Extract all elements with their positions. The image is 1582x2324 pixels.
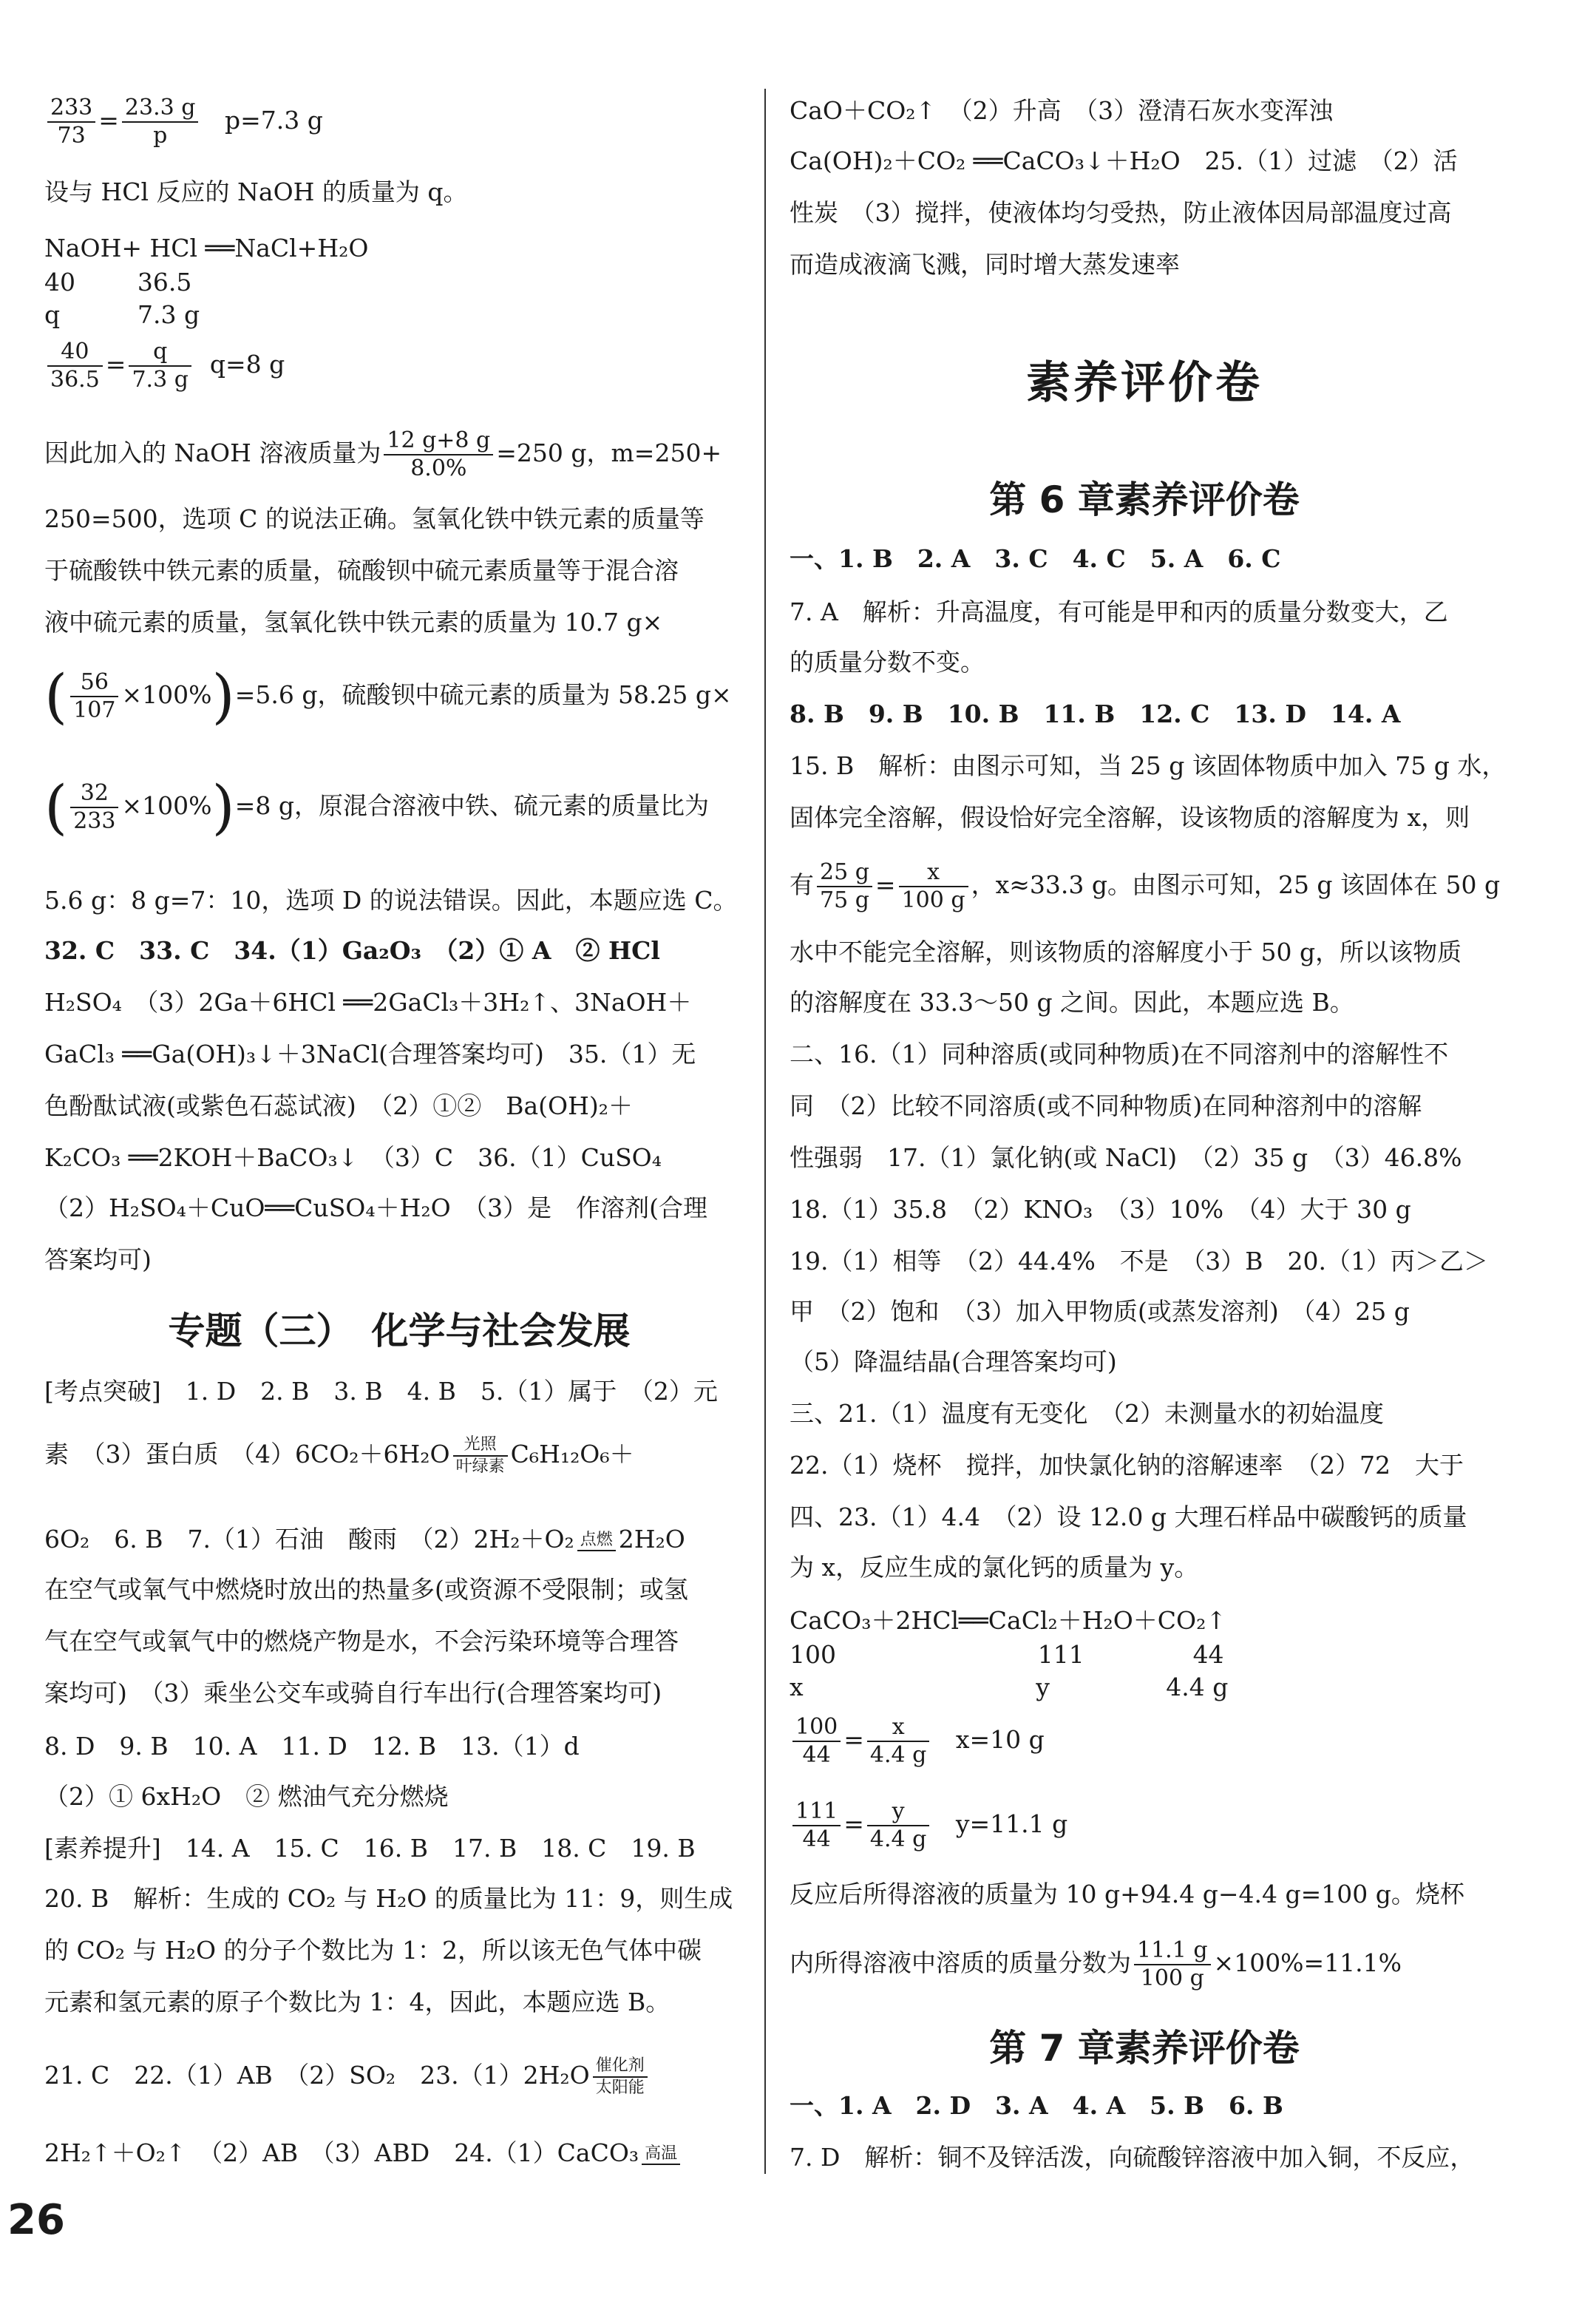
frac-num: 100 xyxy=(792,1714,841,1742)
answer-line: Ca(OH)₂＋CO₂ ══CaCO₃↓＋H₂O 25.（1）过滤 （2）活 xyxy=(790,146,1458,175)
text-line: 在空气或氧气中燃烧时放出的热量多(或资源不受限制；或氢 xyxy=(44,1575,688,1604)
answer-line: 8. B 9. B 10. B 11. B 12. C 13. D 14. A xyxy=(790,699,1401,728)
text: ×100% xyxy=(121,680,212,709)
text-line: 液中硫元素的质量，氢氧化铁中铁元素的质量为 10.7 g× xyxy=(44,608,663,637)
page-number: 26 xyxy=(7,2196,65,2244)
text: ，x≈33.3 g。由图示可知，25 g 该固体在 50 g xyxy=(971,870,1501,899)
answer-line: [考点突破] 1. D 2. B 3. B 4. B 5.（1）属于 （2）元 xyxy=(44,1377,718,1406)
result: q=8 g xyxy=(209,350,285,379)
answer-line: 7. A 解析：升高温度，有可能是甲和丙的质量分数变大，乙 xyxy=(790,597,1448,626)
answer-line: H₂SO₄ （3）2Ga＋6HCl ══2GaCl₃＋3H₂↑、3NaOH＋ xyxy=(44,988,692,1017)
calc-mass xyxy=(44,427,754,482)
frac-den: 8.0% xyxy=(410,455,467,481)
answer-line: （5）降温结晶(合理答案均可) xyxy=(790,1347,1117,1376)
equation-values: q 7.3 g xyxy=(44,300,200,329)
answer-line: 18.（1）35.8 （2）KNO₃ （3）10% （4）大于 30 g xyxy=(790,1195,1411,1224)
answer-line: 性强弱 17.（1）氯化钠(或 NaCl) （2）35 g （3）46.8% xyxy=(790,1143,1462,1172)
text-line: 设与 HCl 反应的 NaOH 的质量为 q。 xyxy=(44,177,468,206)
frac-num: 111 xyxy=(792,1798,841,1826)
frac-den: 100 g xyxy=(1140,1965,1204,1991)
text-line: 气在空气或氧气中的燃烧产物是水，不会污染环境等合理答 xyxy=(44,1627,679,1656)
condition-bottom: 太阳能 xyxy=(595,2079,645,2097)
text-line: 为 x，反应生成的氯化钙的质量为 y。 xyxy=(790,1553,1199,1582)
text-line: 的 CO₂ 与 H₂O 的分子个数比为 1：2，所以该无色气体中碳 xyxy=(44,1936,702,1965)
frac-den: 7.3 g xyxy=(132,367,189,393)
frac-den: 107 xyxy=(73,697,116,723)
section-title: 专题（三） 化学与社会发展 xyxy=(168,1310,631,1352)
right-column xyxy=(790,0,1507,2172)
frac-num: 32 xyxy=(70,780,118,808)
text-line: 于硫酸铁中铁元素的质量，硫酸钡中硫元素质量等于混合溶 xyxy=(44,556,679,585)
text: 有 xyxy=(790,870,814,899)
text: 2H₂↑＋O₂↑ （2）AB （3）ABD 24.（1）CaCO₃ xyxy=(44,2138,639,2167)
condition-top: 高温 xyxy=(642,2144,680,2165)
text-line: 固体完全溶解，假设恰好完全溶解，设该物质的溶解度为 x，则 xyxy=(790,803,1470,832)
answer-line: 答案均可) xyxy=(44,1245,152,1274)
calc-solubility: 有 $\frac{25 g}{75 g}$ = $\frac{x}{100 g}$ ，x≈33.3 g。由图示可知，25 g 该固体在 50 g xyxy=(790,859,1501,913)
condition-top: 点燃 xyxy=(577,1531,616,1551)
text: 21. C 22.（1）AB （2）SO₂ 23.（1）2H₂O xyxy=(44,2061,590,2090)
equation: CaCO₃＋2HCl══CaCl₂＋H₂O＋CO₂↑ xyxy=(790,1606,1226,1635)
frac-den: 44 xyxy=(802,1742,831,1768)
answer-line: 一、1. B 2. A 3. C 4. C 5. A 6. C xyxy=(790,544,1281,573)
answer-line: 8. D 9. B 10. A 11. D 12. B 13.（1）d xyxy=(44,1732,580,1761)
text: 素 （3）蛋白质 （4）6CO₂＋6H₂O xyxy=(44,1440,450,1468)
frac-num: 23.3 g xyxy=(122,95,199,123)
answer-line: 19.（1）相等 （2）44.4% 不是 （3）B 20.（1）丙＞乙＞ xyxy=(790,1247,1489,1276)
text-line: 反应后所得溶液的质量为 10 g+94.4 g−4.4 g=100 g。烧杯 xyxy=(790,1880,1464,1908)
answer-line: K₂CO₃ ══2KOH＋BaCO₃↓ （3）C 36.（1）CuSO₄ xyxy=(44,1143,662,1172)
answer-line: 性炭 （3）搅拌，使液体均匀受热，防止液体因局部温度过高 xyxy=(790,198,1452,227)
frac-num: 56 xyxy=(70,669,118,697)
text-line: 5.6 g：8 g=7：10，选项 D 的说法错误。因此，本题应选 C。 xyxy=(44,886,738,915)
answer-line: 色酚酞试液(或紫色石蕊试液) （2）①② Ba(OH)₂＋ xyxy=(44,1091,633,1120)
answer-line: 甲 （2）饱和 （3）加入甲物质(或蒸发溶剂) （4）25 g xyxy=(790,1297,1410,1326)
equation-values: 100 111 44 xyxy=(790,1640,1224,1669)
text: =5.6 g，硫酸钡中硫元素的质量为 58.25 g× xyxy=(234,680,732,709)
text: =250 g，m=250+ xyxy=(496,438,722,467)
calc-x: $\frac{100}{44}$ = $\frac{x}{4.4 g}$ x=10 g xyxy=(790,1714,1499,1769)
answer-line: 二、16.（1）同种溶质(或同种物质)在不同溶剂中的溶解性不 xyxy=(790,1040,1449,1068)
frac-den: 100 g xyxy=(901,887,965,913)
paren: ( xyxy=(44,773,68,841)
text: C₆H₁₂O₆＋ xyxy=(510,1440,634,1468)
chapter-title: 第 6 章素养评价卷 xyxy=(989,478,1300,521)
answer-line: 三、21.（1）温度有无变化 （2）未测量水的初始温度 xyxy=(790,1399,1384,1428)
paren: ) xyxy=(211,662,235,731)
frac-den: p xyxy=(153,123,168,149)
calc-fraction xyxy=(790,1937,1499,1992)
frac-num: q xyxy=(129,339,191,367)
calc-p: $\frac{233}{73}$ = $\frac{23.3 g}{p}$ p=7.3 g xyxy=(44,95,754,149)
result: p=7.3 g xyxy=(224,106,323,135)
text-line: 案均可) （3）乘坐公交车或骑自行车出行(合理答案均可) xyxy=(44,1678,662,1707)
chapter-title: 第 7 章素养评价卷 xyxy=(989,2027,1300,2070)
paren: ) xyxy=(211,773,235,841)
text: 因此加入的 NaOH 溶液质量为 xyxy=(44,438,381,467)
text-line: 250=500，选项 C 的说法正确。氢氧化铁中铁元素的质量等 xyxy=(44,504,705,533)
equation-values: x y 4.4 g xyxy=(790,1673,1229,1701)
text-line: 元素和氢元素的原子个数比为 1：4，因此，本题应选 B。 xyxy=(44,1988,671,2016)
answer-line: 而造成液滴飞溅，同时增大蒸发速率 xyxy=(790,250,1180,279)
answer-line xyxy=(44,2056,754,2098)
frac-den: 36.5 xyxy=(50,367,100,393)
answer-line: 7. D 解析：铜不及锌活泼，向硫酸锌溶液中加入铜，不反应， xyxy=(790,2143,1475,2172)
answer-line: （2）① 6xH₂O ② 燃油气充分燃烧 xyxy=(44,1782,449,1811)
condition-bottom: 叶绿素 xyxy=(455,1457,505,1476)
equation-values: 40 36.5 xyxy=(44,268,192,297)
frac-num: 233 xyxy=(47,95,95,123)
text-line: 同 （2）比较不同溶质(或不同种物质)在同种溶剂中的溶解 xyxy=(790,1091,1422,1120)
answer-line: 四、23.（1）4.4 （2）设 12.0 g 大理石样品中碳酸钙的质量 xyxy=(790,1503,1467,1531)
frac-den: 73 xyxy=(57,123,86,149)
calc-s xyxy=(44,773,754,841)
answer-line: 22.（1）烧杯 搅拌，加快氯化钠的溶解速率 （2）72 大于 xyxy=(790,1451,1464,1480)
answer-line xyxy=(44,2137,754,2169)
text: =8 g，原混合溶液中铁、硫元素的质量比为 xyxy=(234,791,709,820)
text-line: 水中不能完全溶解，则该物质的溶解度小于 50 g，所以该物质 xyxy=(790,938,1462,966)
answer-line xyxy=(44,1434,754,1477)
answer-line xyxy=(44,1523,754,1556)
text-line: 20. B 解析：生成的 CO₂ 与 H₂O 的质量比为 11：9，则生成 xyxy=(44,1884,733,1913)
frac-num: y xyxy=(867,1798,929,1826)
answer-line: 15. B 解析：由图示可知，当 25 g 该固体物质中加入 75 g 水， xyxy=(790,751,1507,780)
column-divider xyxy=(764,89,766,2174)
text: 6O₂ 6. B 7.（1）石油 酸雨 （2）2H₂＋O₂ xyxy=(44,1525,574,1554)
calc-y: $\frac{111}{44}$ = $\frac{y}{4.4 g}$ y=11.1 g xyxy=(790,1798,1499,1853)
text: ×100% xyxy=(121,791,212,820)
frac-num: 25 g xyxy=(817,859,872,887)
answer-line: 32. C 33. C 34.（1）Ga₂O₃ （2）① A ② HCl xyxy=(44,936,660,965)
frac-den: 75 g xyxy=(820,887,869,913)
result: y=11.1 g xyxy=(955,1809,1068,1838)
condition-top: 光照 xyxy=(453,1434,508,1457)
frac-den: 44 xyxy=(802,1826,831,1852)
calc-q: $\frac{40}{36.5}$ = $\frac{q}{7.3 g}$ q=8 g xyxy=(44,339,754,393)
main-title: 素养评价卷 xyxy=(1026,357,1263,409)
answer-line: （2）H₂SO₄＋CuO══CuSO₄＋H₂O （3）是 作溶剂(合理 xyxy=(44,1193,708,1222)
equation: NaOH+ HCl ══NaCl+H₂O xyxy=(44,234,369,262)
result: x=10 g xyxy=(955,1725,1045,1754)
frac-num: 40 xyxy=(47,339,103,367)
answer-line: 一、1. A 2. D 3. A 4. A 5. B 6. B xyxy=(790,2091,1283,2120)
frac-den: 233 xyxy=(73,808,116,834)
paren: ( xyxy=(44,662,68,731)
frac-den: 4.4 g xyxy=(869,1826,927,1852)
text-line: 的溶解度在 33.3～50 g 之间。因此，本题应选 B。 xyxy=(790,988,1354,1017)
frac-den: 4.4 g xyxy=(869,1742,927,1768)
frac-num: 11.1 g xyxy=(1134,1937,1211,1965)
calc-fe xyxy=(44,662,754,731)
frac-num: x xyxy=(867,1714,929,1742)
condition-top: 催化剂 xyxy=(593,2056,648,2078)
left-column xyxy=(44,0,754,2167)
text-line: 的质量分数不变。 xyxy=(790,648,985,677)
text: 内所得溶液中溶质的质量分数为 xyxy=(790,1948,1131,1977)
answer-line: GaCl₃ ══Ga(OH)₃↓＋3NaCl(合理答案均可) 35.（1）无 xyxy=(44,1040,696,1068)
answer-line: CaO＋CO₂↑ （2）升高 （3）澄清石灰水变浑浊 xyxy=(790,96,1334,125)
text: 2H₂O xyxy=(618,1525,685,1554)
answer-line: [素养提升] 14. A 15. C 16. B 17. B 18. C 19. B xyxy=(44,1834,696,1863)
frac-num: x xyxy=(899,859,968,887)
text: ×100%=11.1% xyxy=(1213,1948,1402,1977)
frac-num: 12 g+8 g xyxy=(384,427,493,455)
